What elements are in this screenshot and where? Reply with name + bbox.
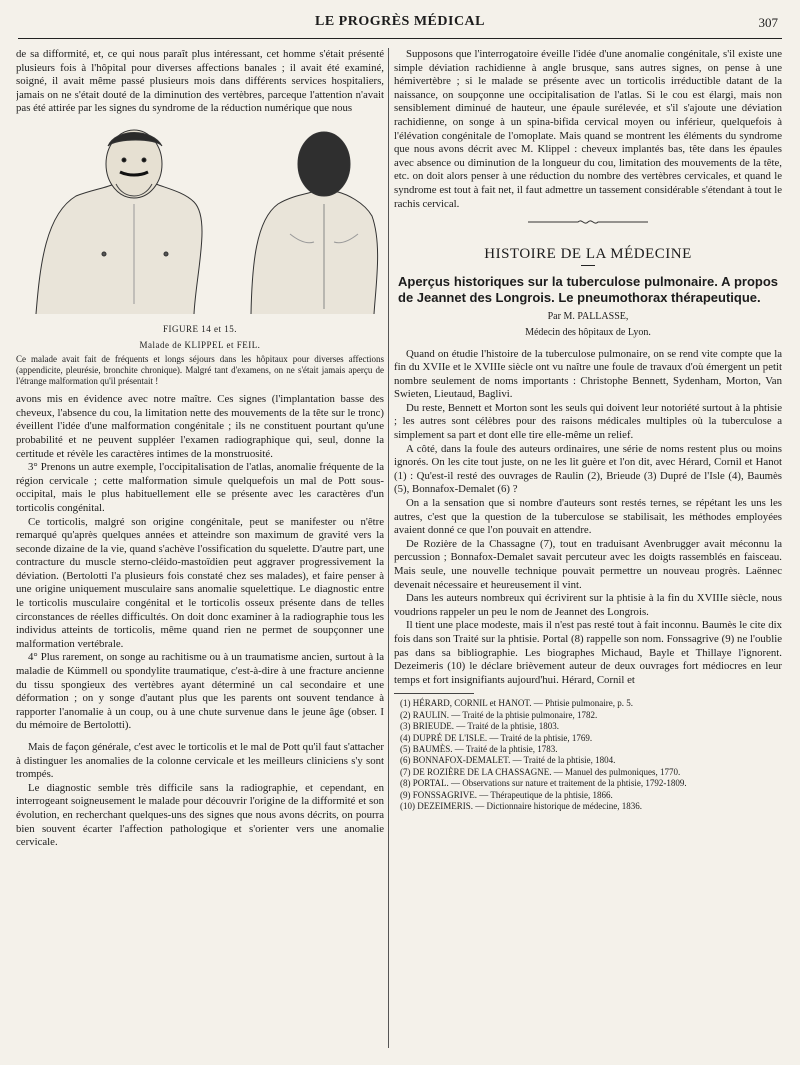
footnote: (8) PORTAL. — Observations sur nature et traitement de la phtisie, 1792-1809. — [400, 778, 687, 789]
back-view-figure — [251, 132, 378, 314]
patient-photos-illustration — [16, 124, 384, 319]
paragraph: De Rozière de la Chassagne (7), tout en traduisant Avenbrugger avait méconnu la percussion ; Bonnafox-Demalet savait percuteur avec les doigts rassemblés en faisceau. Mais seule, une nouvelle technique pouvait permettre un nouveau progrès. Laënnec devenait nécessaire et heureusement il vint. — [394, 537, 782, 591]
figure-description: Ce malade avait fait de fréquents et longs séjours dans les hôpitaux pour diverses affections (appendicite, pleurésie, bronchite chronique). Malgré tant d'examens, on ne s'était jamais aperçu de l'étrange malformation qu'il présentait ! — [16, 354, 384, 387]
ornamental-separator — [394, 217, 782, 232]
section-title: HISTOIRE DE LA MÉDECINE — [484, 245, 692, 262]
paragraph: avons mis en évidence avec notre maître. Ces signes (l'implantation basse des cheveux, l'absence du cou, la limitation nette des mouvements de la tête sur le tronc) éveillent l'idée d'une malformation congénitale ; ils ne constituent pourtant qu'une probabilité et ne peuvent suppléer l'examen radiographique qui, seul, donne la certitude et révèle les caractères intimes de la monstruosité. — [16, 393, 384, 460]
figure-subcaption: Malade de KLIPPEL et FEIL. — [139, 339, 261, 350]
footnote: (6) BONNAFOX-DEMALET. — Traité de la phtisie, 1804. — [400, 755, 616, 766]
title-rule — [581, 265, 595, 266]
footnote: (3) BRIEUDE. — Traité de la phtisie, 1803. — [400, 721, 559, 732]
figure-photos — [16, 124, 384, 319]
paragraph: 3° Prenons un autre exemple, l'occipitalisation de l'atlas, anomalie fréquente de la région cervicale ; cette malformation simule quelquefois un mal de Pott sous-occipital, mais le plus habituellement elle se présente avec les caractères d'un torticolis congénital. — [16, 461, 384, 514]
footnote-rule — [394, 693, 474, 694]
paragraph: 4° Plus rarement, on songe au rachitisme ou à un traumatisme ancien, surtout à la maladie de Kümmell ou spondylite traumatique, c'est-à-dire à une fracture ancienne du tissu spongieux des vertèbres ayant déterminé un cal secondaire et une déformation ; on y songe d'autant plus que les parents ont souvent tendance à rapporter l'anomalie à un coup, ou à une chute survenue dans le jeune âge (obser. I du mémoire de Bertolotti). — [16, 651, 384, 732]
page-header — [18, 14, 782, 39]
paragraph: de sa difformité, et, ce qui nous paraît plus intéressant, cet homme s'était présenté plusieurs fois à l'hôpital pour diverses affections banales ; il avait été examiné, soigné, il avait même passé plusieurs mois dans différents services hospitaliers, jamais on ne s'était douté de la diminution des vertèbres, parceque l'attention n'avait pas été attirée par les signes du syndrome de la réduction numérique que nous — [16, 48, 384, 115]
footnote: (10) DEZEIMERIS. — Dictionnaire historique de médecine, 1836. — [400, 801, 642, 811]
journal-title: LE PROGRÈS MÉDICAL — [314, 14, 486, 29]
paragraph: A côté, dans la foule des auteurs ordinaires, une série de noms restent plus ou moins ignorés. On les cite tout juste, on ne les lit guère et l'on dit, avec Hérard, Cornil et Hanot (1) : Qu'est-il resté des ouvrages de Raulin (2), Brieude (3) Dupré de l'Isle (4), Baumès (5), Bonnafox-Demalet (6) ? — [394, 442, 782, 496]
paragraph: On a la sensation que si nombre d'auteurs sont restés ternes, se répétant les uns les autres, c'est que la question de la tuberculose se stabilisait, les méthodes employées avaient donné ce que l'on pouvait en attendre. — [394, 497, 782, 537]
left-column — [16, 48, 384, 1058]
paragraph: Ce torticolis, malgré son origine congénitale, peut se manifester ou n'être remarqué qu'après quelques années et atteindre son maximum de gravité vers la seconde dizaine de la vie, quand s'achève l'ossification du squelette. D'autre part, une contracture du muscle sterno-cléido-mastoïdien peut aggraver progressivement la déviation. (Bertolotti l'a plusieurs fois constaté chez ses malades), et faire penser à une origine uniquement musculaire sans anomalie squelettique. Le diagnostic entre le torticolis musculaire congénital et le torticolis osseux présente dans de telles circonstances de réelles difficultés. On doit donc examiner à la radiographie tous les individus atteints de torticolis, même quand rien ne permet de soupçonner une malformation vertébrale. — [16, 515, 384, 650]
figure-caption: FIGURE 14 et 15. — [163, 323, 237, 334]
front-view-figure — [36, 130, 202, 314]
paragraph: Mais de façon générale, c'est avec le torticolis et le mal de Pott qu'il faut s'attacher à distinguer les anomalies de la colonne cervicale et les meilleurs cliniciens s'y sont trompés. — [16, 741, 384, 781]
author-affiliation: Médecin des hôpitaux de Lyon. — [525, 326, 651, 338]
paragraph: Dans les auteurs nombreux qui écrivirent sur la phtisie à la fin du XVIIIe siècle, nous voudrions rappeler un peu le nom de Jeannet des Longrois. — [394, 592, 782, 618]
paragraph: Quand on étudie l'histoire de la tuberculose pulmonaire, on se rend vite compte que la fin du XVIIe et le XVIIIe siècle ont vu naître une foule de travaux d'où émergent un petit nombre seulement de noms importants : Christophe Bennett, Sydenham, Morton, Van Swieten, Lieutaud, Baglivi. — [394, 347, 782, 401]
footnote: (5) BAUMÈS. — Traité de la phtisie, 1783. — [400, 743, 558, 754]
column-divider — [388, 48, 389, 1048]
footnote: (9) FONSSAGRIVE. — Thérapeutique de la phtisie, 1866. — [400, 789, 613, 800]
footnote: (2) RAULIN. — Traité de la phtisie pulmonaire, 1782. — [400, 709, 598, 720]
author-byline: Par M. PALLASSE, — [547, 311, 629, 323]
footnote: (1) HÉRARD, CORNIL et HANOT. — Phtisie pulmonaire, p. 5. — [400, 698, 633, 709]
article-title: Aperçus historiques sur la tuberculose pulmonaire. A propos de Jeannet des Longrois. Le pneumothorax thérapeutique. — [398, 274, 778, 306]
footnote: (7) DE ROZIÈRE DE LA CHASSAGNE. — Manuel des pulmoniques, 1770. — [400, 766, 681, 777]
right-column — [394, 48, 782, 1058]
paragraph: Du reste, Bennett et Morton sont les seuls qui doivent leur notoriété surtout à la phtisie ; les autres sont célèbres pour des raisons médicales multiples où la tuberculose a simplement sa part et dont elle tire elle-même un relief. — [394, 401, 782, 442]
footnotes — [394, 698, 782, 812]
paragraph: Le diagnostic semble très difficile sans la radiographie, et cependant, en interrogeant soigneusement le malade pour découvrir l'origine de la difformité et son évolution, en recherchant quelques-uns des signes que nous avons décrits, on pourra bien souvent écarter l'affection pathologique et s'orienter vers une anomalie cervicale. — [16, 781, 384, 849]
paragraph: Il tient une place modeste, mais il n'est pas resté tout à fait inconnu. Baumès le cite dix fois dans son Traité sur la phtisie. Portal (8) rappelle son nom. Fonssagrive (9) ne l'oublie pas dans sa bibliographie. Les biographes Michaud, Bayle et Thillaye l'ignorent. Dezeimeris (10) le déclare brièvement auteur de deux ouvrages fort médiocres en leur temps et fort insignifiants aujourd'hui. Hérard, Cornil et — [394, 619, 782, 686]
page-number: 307 — [758, 15, 778, 30]
footnote: (4) DUPRÉ DE L'ISLE. — Traité de la phtisie, 1769. — [400, 732, 593, 743]
paragraph: Supposons que l'interrogatoire éveille l'idée d'une anomalie congénitale, s'il existe une simple déviation rachidienne à angle brusque, sans autres signes, on pense à une hémivertèbre ; si le malade se présente avec un torticolis irréductible datant de la naissance, on soupçonne une occipitalisation de l'atlas. Si le cou est élargi, mais non sensiblement diminué de hauteur, une épaule surélevée, et s'il s'ajoute une déviation rachidienne, on songe à un spina-bifida cervical moyen ou inférieur, quelquefois à l'élévation congénitale de l'omoplate. Mais quand se montrent les éléments du syndrome que nous avons décrit avec M. Klippel : cheveux implantés bas, tête dans les épaules avec absence ou diminution de la longueur du cou, limitation des mouvements de la tête, etc. on doit alors penser à une réduction du nombre des vertèbres cervicales, et quand le syndrome est tout à fait net, il faut admettre un tassement considérable s'étendant à tout le rachis cervical. — [394, 48, 782, 210]
